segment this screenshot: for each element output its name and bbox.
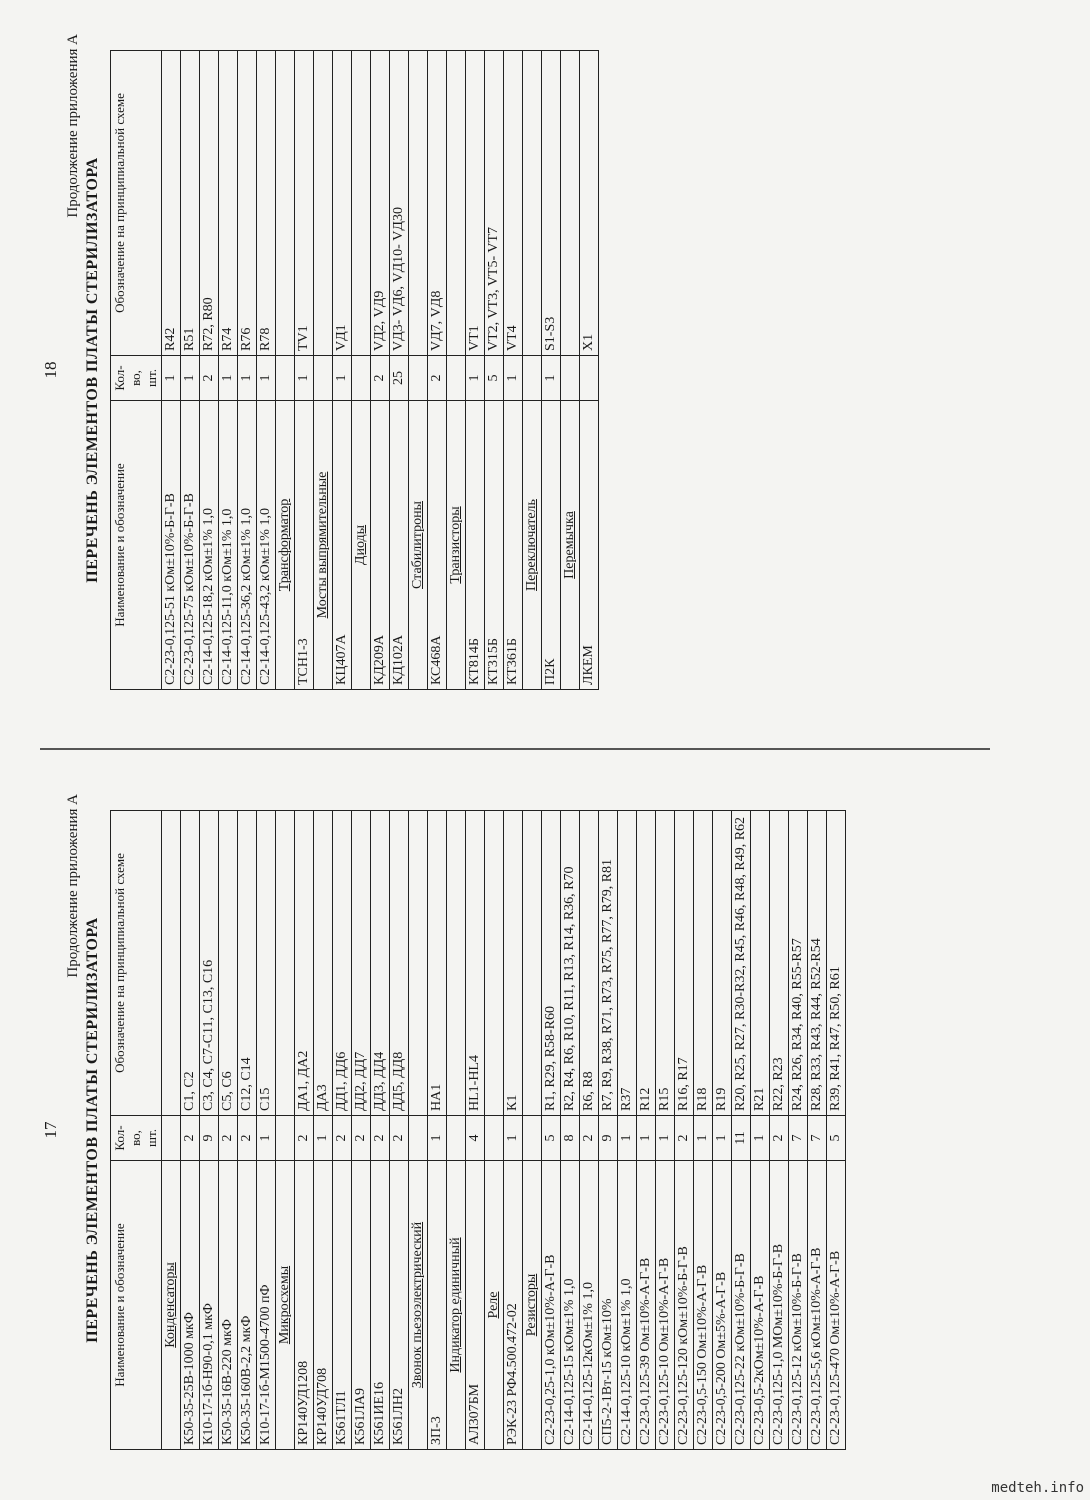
element-name: КС468А [428,401,447,690]
table-row [637,811,656,1450]
element-qty: 2 [675,1116,694,1161]
table-row [713,811,732,1450]
header-name: Наименование и обозначение [111,401,162,690]
element-qty: 2 [580,1116,599,1161]
category-label: Трансформатор [276,401,295,690]
element-name: С2-23-0,125-51 кОм±10%-Б-Г-В [162,401,181,690]
page-18 [0,0,1090,740]
element-qty: 1 [162,356,181,401]
table-row [238,51,257,690]
element-qty: 1 [504,356,523,401]
element-name: ТСН1-3 [295,401,314,690]
empty-cell [447,1116,466,1161]
element-name: С2-23-0,5-2кОм±10%-А-Г-В [751,1161,770,1450]
element-qty: 1 [637,1116,656,1161]
element-ref: R28, R33, R43, R44, R52-R54 [808,811,827,1116]
element-name: К561ЛН2 [390,1161,409,1450]
category-label: Стабилитроны [409,401,428,690]
category-row [409,811,428,1450]
element-ref: VД1 [333,51,352,356]
element-qty: 1 [466,356,485,401]
empty-cell [447,51,466,356]
table-row [789,811,808,1450]
element-name: К561ИЕ16 [371,1161,390,1450]
element-qty: 1 [428,1116,447,1161]
element-ref: TV1 [295,51,314,356]
element-name: С2-23-0,5-200 Ом±5%-А-Г-В [713,1161,732,1450]
element-qty: 1 [238,356,257,401]
element-ref: R20, R25, R27, R30-R32, R45, R46, R48, R49, R62 [732,811,751,1116]
category-label: Конденсаторы [162,1161,181,1450]
element-name: П2К [542,401,561,690]
element-qty: 1 [694,1116,713,1161]
category-row [162,811,181,1450]
element-ref: ДА3 [314,811,333,1116]
element-ref: R39, R41, R47, R50, R61 [827,811,846,1116]
category-label: Звонок пьезоэлектрический [409,1161,428,1450]
element-name: К10-17-1б-М1500-4700 пФ [257,1161,276,1450]
table-row [295,811,314,1450]
element-name: С2-23-0,125-470 Ом±10%-А-Г-В [827,1161,846,1450]
element-name: С2-23-0,125-12 кОм±10%-Б-Г-В [789,1161,808,1450]
empty-cell [523,356,542,401]
watermark: medteh.info [991,1480,1084,1496]
category-row [523,811,542,1450]
element-qty: 2 [390,1116,409,1161]
table-row [371,51,390,690]
table-row [580,811,599,1450]
header-qty: Кол-во, шт. [111,356,162,401]
empty-cell [352,51,371,356]
table-row [352,811,371,1450]
element-ref: VT2, VT3, VT5- VT7 [485,51,504,356]
element-name: С2-23-0,125-10 Ом±10%-А-Г-В [656,1161,675,1450]
header-qty: Кол-во, шт. [111,1116,162,1161]
element-qty: 9 [200,1116,219,1161]
element-qty: 1 [314,1116,333,1161]
empty-cell [162,1116,181,1161]
table-row [371,811,390,1450]
empty-cell [314,51,333,356]
element-ref: VД7, VД8 [428,51,447,356]
header-ref: Обозначение на принципиальной схеме [111,51,162,356]
element-qty: 1 [257,1116,276,1161]
category-row [447,811,466,1450]
element-qty: 5 [542,1116,561,1161]
page-title: ПЕРЕЧЕНЬ ЭЛЕМЕНТОВ ПЛАТЫ СТЕРИЛИЗАТОРА [84,157,101,583]
empty-cell [276,1116,295,1161]
element-ref: R74 [219,51,238,356]
element-name: К50-35-25В-1000 мкФ [181,1161,200,1450]
table-row [333,811,352,1450]
element-qty: 8 [561,1116,580,1161]
empty-cell [523,1116,542,1161]
element-name: К561ТЛ1 [333,1161,352,1450]
element-qty: 1 [333,356,352,401]
element-ref: R78 [257,51,276,356]
category-label: Индикатор единичный [447,1161,466,1450]
table-row [599,811,618,1450]
element-ref: R76 [238,51,257,356]
empty-cell [276,356,295,401]
element-name: С2-14-0,125-12кОм±1% 1,0 [580,1161,599,1450]
category-row [276,811,295,1450]
page-number: 17 [41,1121,60,1139]
table-row [770,811,789,1450]
category-row [485,811,504,1450]
empty-cell [409,1116,428,1161]
element-qty: 2 [200,356,219,401]
element-ref: VД3- VД6, VД10- VД30 [390,51,409,356]
category-label: Транзисторы [447,401,466,690]
element-ref: VT1 [466,51,485,356]
element-name: АЛ307БМ [466,1161,485,1450]
table-row [675,811,694,1450]
empty-cell [409,356,428,401]
element-name: КД102А [390,401,409,690]
element-ref: R2, R4, R6, R10, R11, R13, R14, R36, R70 [561,811,580,1116]
element-name: С2-23-0,125-120 кОм±10%-Б-Г-В [675,1161,694,1450]
element-name: С2-14-0,125-36,2 кОм±1% 1,0 [238,401,257,690]
element-qty: 9 [599,1116,618,1161]
element-qty: 2 [181,1116,200,1161]
element-ref: С5, С6 [219,811,238,1116]
element-name: К561ЛА9 [352,1161,371,1450]
table-row [656,811,675,1450]
element-ref: С15 [257,811,276,1116]
element-qty: 1 [219,356,238,401]
element-qty: 1 [618,1116,637,1161]
element-name: С2-23-0,125-1,0 МОм±10%-Б-Г-В [770,1161,789,1450]
table-row [390,51,409,690]
element-qty: 1 [181,356,200,401]
element-name: КЦ407А [333,401,352,690]
empty-cell [409,51,428,356]
element-ref: ДД3, ДД4 [371,811,390,1116]
element-ref: К1 [504,811,523,1116]
element-name: К10-17-1б-Н90-0,1 мкФ [200,1161,219,1450]
element-ref: S1-S3 [542,51,561,356]
element-name: КТ814Б [466,401,485,690]
table-row [200,811,219,1450]
element-name: С2-14-0,125-18,2 кОм±1% 1,0 [200,401,219,690]
element-qty: 2 [352,1116,371,1161]
empty-cell [447,356,466,401]
element-qty: 5 [485,356,504,401]
table-row [466,811,485,1450]
element-ref: С3, С4, С7-С11, С13, С16 [200,811,219,1116]
element-qty: 2 [770,1116,789,1161]
table-row [694,811,713,1450]
header-name: Наименование и обозначение [111,1161,162,1450]
page-divider [40,748,990,750]
element-ref: С1, С2 [181,811,200,1116]
table-row [827,811,846,1450]
element-qty: 2 [333,1116,352,1161]
element-name: ЗП-3 [428,1161,447,1450]
element-ref: R7, R9, R38, R71, R73, R75, R77, R79, R81 [599,811,618,1116]
category-row [409,51,428,690]
element-ref: X1 [580,51,599,356]
element-name: С2-23-0,125-22 кОм±10%-Б-Г-В [732,1161,751,1450]
element-qty: 2 [428,356,447,401]
element-name: ЛКЕМ [580,401,599,690]
element-name: РЭК-23 РФ4.500.472-02 [504,1161,523,1450]
category-label: Мосты выпрямительные [314,401,333,690]
element-qty [580,356,599,401]
element-name: К50-35-16В-220 мкФ [219,1161,238,1450]
table-row [542,51,561,690]
element-qty: 1 [751,1116,770,1161]
element-ref: ДД2, ДД7 [352,811,371,1116]
element-name: КР140УД1208 [295,1161,314,1450]
page-title: ПЕРЕЧЕНЬ ЭЛЕМЕНТОВ ПЛАТЫ СТЕРИЛИЗАТОРА [84,917,101,1343]
table-row [561,811,580,1450]
element-name: С2-23-0,125-75 кОм±10%-Б-Г-В [181,401,200,690]
continuation-note: Продолжение приложения А [65,794,81,978]
category-row [561,51,580,690]
table-row [219,811,238,1450]
element-ref: R15 [656,811,675,1116]
element-ref: R21 [751,811,770,1116]
element-qty: 7 [789,1116,808,1161]
element-qty: 1 [257,356,276,401]
element-ref: R51 [181,51,200,356]
empty-cell [523,811,542,1116]
empty-cell [485,811,504,1116]
element-ref: R18 [694,811,713,1116]
element-qty: 1 [504,1116,523,1161]
element-qty: 2 [371,1116,390,1161]
table-row [428,811,447,1450]
table-row [580,51,599,690]
element-ref: R1, R29, R58-R60 [542,811,561,1116]
empty-cell [523,51,542,356]
table-row [257,811,276,1450]
category-row [447,51,466,690]
category-label: Резисторы [523,1161,542,1450]
element-ref: НL1-НL4 [466,811,485,1116]
empty-cell [276,51,295,356]
element-ref: ДА1, ДА2 [295,811,314,1116]
element-ref: R42 [162,51,181,356]
category-label: Реле [485,1161,504,1450]
table-row [504,811,523,1450]
element-ref: R22, R23 [770,811,789,1116]
table-row [219,51,238,690]
element-ref: VД2, VД9 [371,51,390,356]
element-ref: R19 [713,811,732,1116]
elements-table [110,810,846,1450]
element-qty: 2 [371,356,390,401]
element-name: К50-35-160В-2,2 мкФ [238,1161,257,1450]
element-qty: 7 [808,1116,827,1161]
element-qty: 1 [713,1116,732,1161]
table-row [162,51,181,690]
empty-cell [485,1116,504,1161]
element-qty: 1 [656,1116,675,1161]
table-row [504,51,523,690]
category-row [523,51,542,690]
empty-cell [561,51,580,356]
element-name: С2-14-0,125-10 кОм±1% 1,0 [618,1161,637,1450]
header-ref: Обозначение на принципиальной схеме [111,811,162,1116]
element-qty: 2 [219,1116,238,1161]
element-ref: R72, R80 [200,51,219,356]
table-row [428,51,447,690]
empty-cell [162,811,181,1116]
table-row [466,51,485,690]
table-row [808,811,827,1450]
element-qty: 25 [390,356,409,401]
table-row [257,51,276,690]
element-name: С2-23-0,125-5,6 кОм±10%-А-Г-В [808,1161,827,1450]
element-qty: 2 [295,1116,314,1161]
category-label: Диоды [352,401,371,690]
element-qty: 1 [295,356,314,401]
element-name: С2-23-0,25-1,0 кОм±10%-А-Г-В [542,1161,561,1450]
element-name: КД209А [371,401,390,690]
element-ref: VT4 [504,51,523,356]
table-row [751,811,770,1450]
table-row [333,51,352,690]
element-qty: 5 [827,1116,846,1161]
element-ref: С12, С14 [238,811,257,1116]
element-qty: 1 [542,356,561,401]
element-ref: R24, R26, R34, R40, R55-R57 [789,811,808,1116]
element-ref: R6, R8 [580,811,599,1116]
element-ref: R12 [637,811,656,1116]
element-name: КР140УД708 [314,1161,333,1450]
elements-table [110,50,599,690]
element-name: С2-14-0,125-11,0 кОм±1% 1,0 [219,401,238,690]
element-ref: НА1 [428,811,447,1116]
element-name: С2-23-0,5-150 Ом±10%-А-Г-В [694,1161,713,1450]
empty-cell [352,356,371,401]
element-ref: R16, R17 [675,811,694,1116]
element-name: КТ361Б [504,401,523,690]
table-row [181,51,200,690]
table-row [485,51,504,690]
table-row [732,811,751,1450]
element-qty: 4 [466,1116,485,1161]
category-label: Перемычка [561,401,580,690]
empty-cell [276,811,295,1116]
empty-cell [409,811,428,1116]
empty-cell [314,356,333,401]
category-row [314,51,333,690]
continuation-note: Продолжение приложения А [65,34,81,218]
table-row [390,811,409,1450]
table-row [238,811,257,1450]
element-ref: ДД5, ДД8 [390,811,409,1116]
table-row [618,811,637,1450]
element-qty: 11 [732,1116,751,1161]
empty-cell [447,811,466,1116]
table-row [200,51,219,690]
element-name: С2-23-0,125-39 Ом±10%-А-Г-В [637,1161,656,1450]
table-row [542,811,561,1450]
category-label: Микросхемы [276,1161,295,1450]
empty-cell [561,356,580,401]
element-name: СП5-2-1Вт-15 кОм±10% [599,1161,618,1450]
table-row [314,811,333,1450]
table-row [295,51,314,690]
category-row [276,51,295,690]
element-ref: ДД1, ДД6 [333,811,352,1116]
category-row [352,51,371,690]
element-qty: 2 [238,1116,257,1161]
element-ref: R37 [618,811,637,1116]
element-name: КТ315Б [485,401,504,690]
element-name: С2-14-0,125-43,2 кОм±1% 1,0 [257,401,276,690]
element-name: С2-14-0,125-15 кОм±1% 1,0 [561,1161,580,1450]
page-number: 18 [41,361,60,379]
page-17 [0,760,1090,1500]
category-label: Переключатель [523,401,542,690]
table-row [181,811,200,1450]
